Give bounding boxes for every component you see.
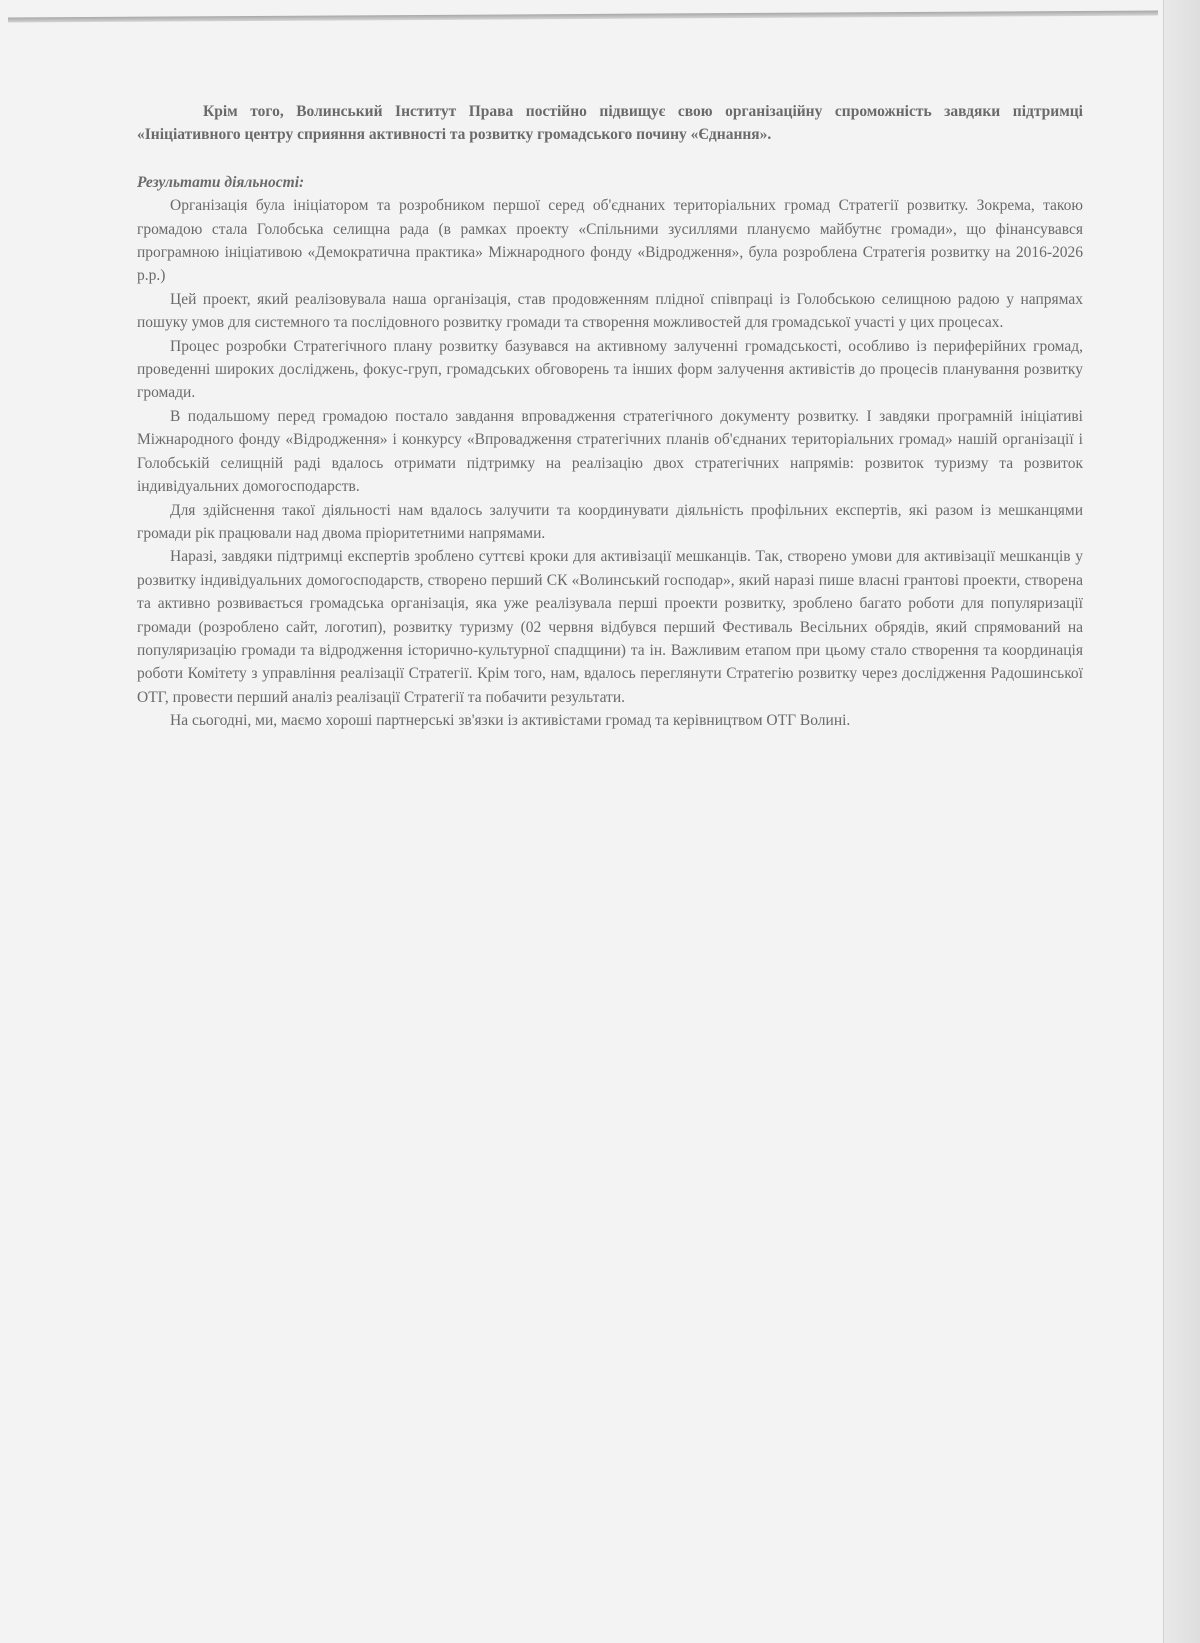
body-paragraph: На сьогодні, ми, маємо хороші партнерські зв'язки із активістами громад та керівництвом ОТГ Волині. <box>170 712 851 730</box>
intro-paragraph: Крім того, Волинський Інститут Права постійно підвищує свою організаційну спроможність завдяки підтримці «Ініціативного центру сприяння активності та розвитку громадського почину «Єднання». <box>137 103 1083 144</box>
body-paragraph: Для здійснення такої діяльності нам вдалось залучити та координувати діяльність профільних експертів, які разом із мешканцями громади рік працювали над двома пріоритетними напрямами. <box>137 501 1083 542</box>
body-paragraph: Цей проект, який реалізовувала наша організація, став продовженням плідної співпраці із Голобською селищною радою у напрямах пошуку умов для системного та послідовного розвитку громади та створення можливостей для громадської участі у цих процесах. <box>137 290 1083 332</box>
document-body <box>137 100 1083 733</box>
scan-top-edge <box>8 10 1158 22</box>
body-paragraph: Процес розробки Стратегічного плану розвитку базувався на активному залученні громадськості, особливо із периферійних громад, проведенні широких досліджень, фокус-груп, громадських обговорень та інших форм залучення активістів до процесів планування розвитку громади. <box>137 337 1083 402</box>
body-paragraph: Наразі, завдяки підтримці експертів зроблено суттєві кроки для активізації мешканців. Так, створено умови для активізації мешканців у розвитку індивідуальних домогосподарств, створено перший СК «Волинський господар», який наразі пише власні грантові проекти, створена та активно розвивається громадська організація, яка уже реалізувала перші проекти розвитку, зроблено багато роботи для популяризації громади (розроблено сайт, логотип), розвитку туризму (02 червня відбувся перший Фестиваль Весільних обрядів, який спрямований на популяризацію громади та відродження історично-культурної спадщини) та ін. Важливим етапом при цьому стало створення та координація роботи Комітету з управління реалізації Стратегії. Крім того, нам, вдалось переглянути Стратегію розвитку через дослідження Радошинської ОТГ, провести перший аналіз реалізації Стратегії та побачити результати. <box>137 548 1083 706</box>
scan-right-margin <box>1163 0 1200 1643</box>
body-paragraph: Організація була ініціатором та розробником першої серед об'єднаних територіальних громад Стратегії розвитку. Зокрема, такою громадою стала Голобська селищна рада (в рамках проекту «Спільними зусиллями плануємо майбутнє громади», що фінансувався програмною ініціативою «Демократична практика» Міжнародного фонду «Відродження», була розроблена Стратегія розвитку на 2016-2026 р.р.) <box>137 197 1083 285</box>
section-heading: Результати діяльності: <box>137 173 305 191</box>
body-paragraph: В подальшому перед громадою постало завдання впровадження стратегічного документу розвитку. І завдяки програмній ініціативі Міжнародного фонду «Відродження» і конкурсу «Впровадження стратегічних планів об'єднаних територіальних громад» нашій організації і Голобській селищній раді вдалось отримати підтримку на реалізацію двох стратегічних напрямів: розвиток туризму та розвиток індивідуальних домогосподарств. <box>137 407 1083 496</box>
